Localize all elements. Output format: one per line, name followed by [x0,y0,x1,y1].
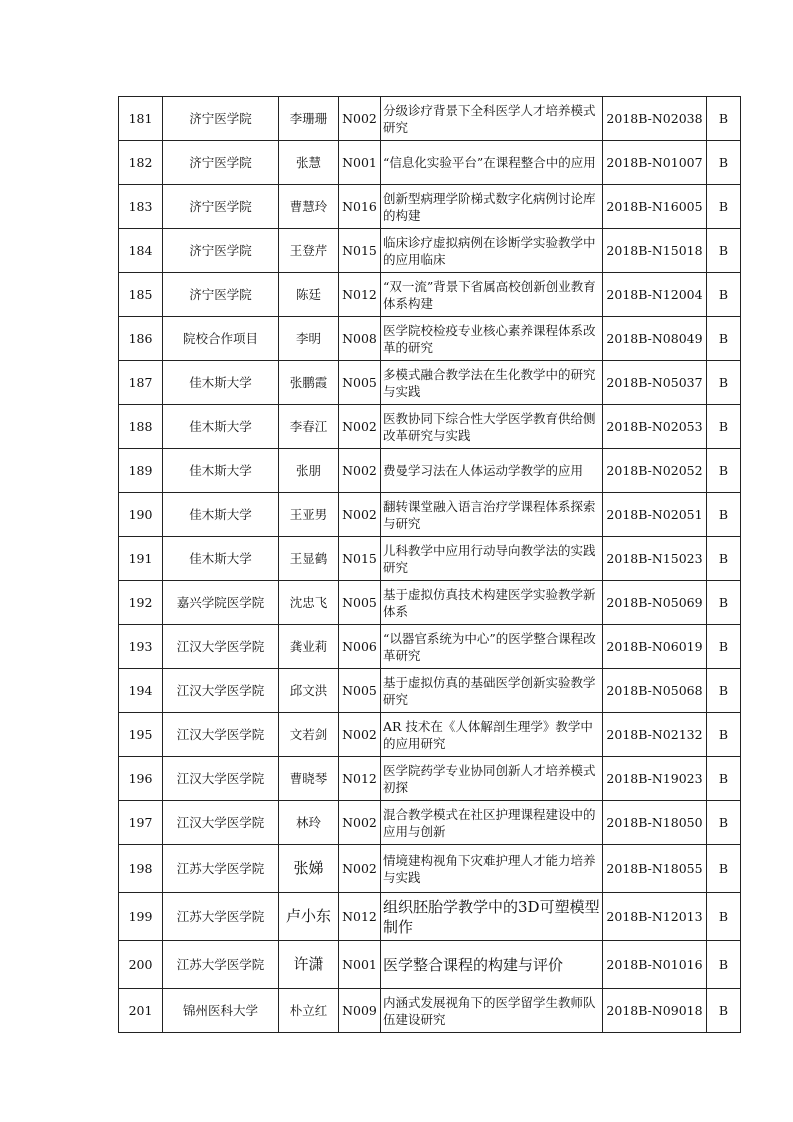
cell-school: 济宁医学院 [163,97,279,141]
cell-project-number: 2018B-N12013 [603,893,707,941]
cell-school: 佳木斯大学 [163,449,279,493]
table-row [119,273,741,317]
cell-number: 196 [119,757,163,801]
cell-number: 195 [119,713,163,757]
table-row [119,845,741,893]
cell-school: 嘉兴学院医学院 [163,581,279,625]
cell-grade: B [707,625,741,669]
cell-title: 费曼学习法在人体运动学教学的应用 [381,449,603,493]
cell-number: 190 [119,493,163,537]
cell-project-number: 2018B-N18050 [603,801,707,845]
cell-number: 187 [119,361,163,405]
cell-number: 185 [119,273,163,317]
cell-school: 江苏大学医学院 [163,893,279,941]
cell-code: N005 [339,361,381,405]
cell-person: 沈忠飞 [279,581,339,625]
table-row [119,625,741,669]
cell-title: 翻转课堂融入语言治疗学课程体系探索与研究 [381,493,603,537]
table-row [119,713,741,757]
cell-code: N015 [339,229,381,273]
cell-project-number: 2018B-N16005 [603,185,707,229]
cell-grade: B [707,893,741,941]
cell-code: N002 [339,845,381,893]
cell-school: 佳木斯大学 [163,405,279,449]
cell-project-number: 2018B-N01016 [603,941,707,989]
cell-grade: B [707,801,741,845]
cell-code: N002 [339,493,381,537]
cell-code: N001 [339,141,381,185]
table-body [119,97,741,1033]
cell-person: 邱文洪 [279,669,339,713]
cell-title: AR 技术在《人体解剖生理学》教学中的应用研究 [381,713,603,757]
table-row [119,141,741,185]
cell-title: 情境建构视角下灾难护理人才能力培养与实践 [381,845,603,893]
cell-project-number: 2018B-N02038 [603,97,707,141]
table-row [119,97,741,141]
cell-person: 龚业莉 [279,625,339,669]
cell-school: 江汉大学医学院 [163,801,279,845]
table-row [119,757,741,801]
cell-title: 分级诊疗背景下全科医学人才培养模式研究 [381,97,603,141]
table-row [119,989,741,1033]
cell-project-number: 2018B-N01007 [603,141,707,185]
cell-person: 王登芹 [279,229,339,273]
cell-title: 医教协同下综合性大学医学教育供给侧改革研究与实践 [381,405,603,449]
cell-number: 199 [119,893,163,941]
cell-person: 李春江 [279,405,339,449]
cell-project-number: 2018B-N02051 [603,493,707,537]
cell-grade: B [707,941,741,989]
table-row [119,185,741,229]
cell-grade: B [707,845,741,893]
cell-grade: B [707,361,741,405]
table-row [119,449,741,493]
cell-title: “以器官系统为中心”的医学整合课程改革研究 [381,625,603,669]
cell-project-number: 2018B-N02132 [603,713,707,757]
cell-grade: B [707,317,741,361]
cell-person: 林玲 [279,801,339,845]
cell-grade: B [707,581,741,625]
cell-project-number: 2018B-N05037 [603,361,707,405]
cell-number: 183 [119,185,163,229]
table-row [119,581,741,625]
cell-person: 曹晓琴 [279,757,339,801]
cell-person: 陈廷 [279,273,339,317]
table-row [119,229,741,273]
cell-school: 济宁医学院 [163,141,279,185]
cell-code: N012 [339,273,381,317]
cell-project-number: 2018B-N09018 [603,989,707,1033]
cell-school: 江汉大学医学院 [163,757,279,801]
cell-code: N002 [339,713,381,757]
cell-title: 临床诊疗虚拟病例在诊断学实验教学中的应用临床 [381,229,603,273]
table-row [119,941,741,989]
cell-person: 张娣 [279,845,339,893]
table-row [119,537,741,581]
cell-number: 189 [119,449,163,493]
cell-code: N002 [339,405,381,449]
cell-project-number: 2018B-N02052 [603,449,707,493]
cell-code: N005 [339,669,381,713]
cell-person: 王显鹤 [279,537,339,581]
cell-title: “信息化实验平台”在课程整合中的应用 [381,141,603,185]
cell-school: 江苏大学医学院 [163,941,279,989]
cell-title: “双一流”背景下省属高校创新创业教育体系构建 [381,273,603,317]
cell-title: 基于虚拟仿真的基础医学创新实验教学研究 [381,669,603,713]
cell-code: N009 [339,989,381,1033]
cell-grade: B [707,141,741,185]
cell-title: 创新型病理学阶梯式数字化病例讨论库的构建 [381,185,603,229]
cell-project-number: 2018B-N15018 [603,229,707,273]
cell-title: 多模式融合教学法在生化教学中的研究与实践 [381,361,603,405]
cell-grade: B [707,405,741,449]
cell-grade: B [707,757,741,801]
cell-number: 200 [119,941,163,989]
table-row [119,801,741,845]
cell-school: 佳木斯大学 [163,361,279,405]
cell-school: 佳木斯大学 [163,493,279,537]
cell-person: 李明 [279,317,339,361]
cell-person: 张朋 [279,449,339,493]
cell-project-number: 2018B-N18055 [603,845,707,893]
cell-code: N016 [339,185,381,229]
table-row [119,893,741,941]
cell-number: 201 [119,989,163,1033]
cell-project-number: 2018B-N05069 [603,581,707,625]
cell-project-number: 2018B-N08049 [603,317,707,361]
cell-person: 张慧 [279,141,339,185]
cell-code: N015 [339,537,381,581]
cell-number: 197 [119,801,163,845]
table-row [119,361,741,405]
cell-school: 江苏大学医学院 [163,845,279,893]
cell-project-number: 2018B-N12004 [603,273,707,317]
cell-project-number: 2018B-N02053 [603,405,707,449]
cell-number: 188 [119,405,163,449]
cell-grade: B [707,493,741,537]
cell-school: 锦州医科大学 [163,989,279,1033]
table-row [119,405,741,449]
cell-title: 组织胚胎学教学中的3D可塑模型制作 [381,893,603,941]
cell-number: 182 [119,141,163,185]
cell-project-number: 2018B-N19023 [603,757,707,801]
cell-grade: B [707,669,741,713]
cell-person: 张鹏霞 [279,361,339,405]
cell-number: 184 [119,229,163,273]
table-row [119,669,741,713]
cell-person: 曹慧玲 [279,185,339,229]
cell-number: 193 [119,625,163,669]
project-list-table [118,96,741,1033]
cell-number: 194 [119,669,163,713]
cell-code: N001 [339,941,381,989]
cell-school: 济宁医学院 [163,229,279,273]
cell-school: 佳木斯大学 [163,537,279,581]
cell-code: N008 [339,317,381,361]
cell-number: 198 [119,845,163,893]
cell-number: 192 [119,581,163,625]
cell-person: 李珊珊 [279,97,339,141]
cell-grade: B [707,97,741,141]
cell-grade: B [707,229,741,273]
cell-school: 院校合作项目 [163,317,279,361]
cell-project-number: 2018B-N05068 [603,669,707,713]
cell-code: N005 [339,581,381,625]
cell-person: 卢小东 [279,893,339,941]
cell-person: 文若剑 [279,713,339,757]
cell-grade: B [707,273,741,317]
cell-code: N002 [339,801,381,845]
cell-title: 基于虚拟仿真技术构建医学实验教学新体系 [381,581,603,625]
cell-number: 186 [119,317,163,361]
cell-code: N002 [339,449,381,493]
cell-project-number: 2018B-N15023 [603,537,707,581]
table-row [119,493,741,537]
cell-code: N012 [339,757,381,801]
cell-title: 儿科教学中应用行动导向教学法的实践研究 [381,537,603,581]
cell-project-number: 2018B-N06019 [603,625,707,669]
cell-title: 医学整合课程的构建与评价 [381,941,603,989]
cell-school: 江汉大学医学院 [163,625,279,669]
cell-school: 济宁医学院 [163,273,279,317]
cell-code: N002 [339,97,381,141]
cell-person: 王亚男 [279,493,339,537]
cell-school: 济宁医学院 [163,185,279,229]
cell-title: 医学院校检疫专业核心素养课程体系改革的研究 [381,317,603,361]
cell-code: N006 [339,625,381,669]
cell-code: N012 [339,893,381,941]
cell-number: 181 [119,97,163,141]
cell-school: 江汉大学医学院 [163,669,279,713]
cell-grade: B [707,185,741,229]
cell-number: 191 [119,537,163,581]
cell-school: 江汉大学医学院 [163,713,279,757]
cell-grade: B [707,537,741,581]
table-row [119,317,741,361]
cell-title: 内涵式发展视角下的医学留学生教师队伍建设研究 [381,989,603,1033]
cell-grade: B [707,449,741,493]
cell-person: 朴立红 [279,989,339,1033]
cell-title: 医学院药学专业协同创新人才培养模式初探 [381,757,603,801]
cell-grade: B [707,713,741,757]
cell-grade: B [707,989,741,1033]
cell-person: 许潇 [279,941,339,989]
cell-title: 混合教学模式在社区护理课程建设中的应用与创新 [381,801,603,845]
